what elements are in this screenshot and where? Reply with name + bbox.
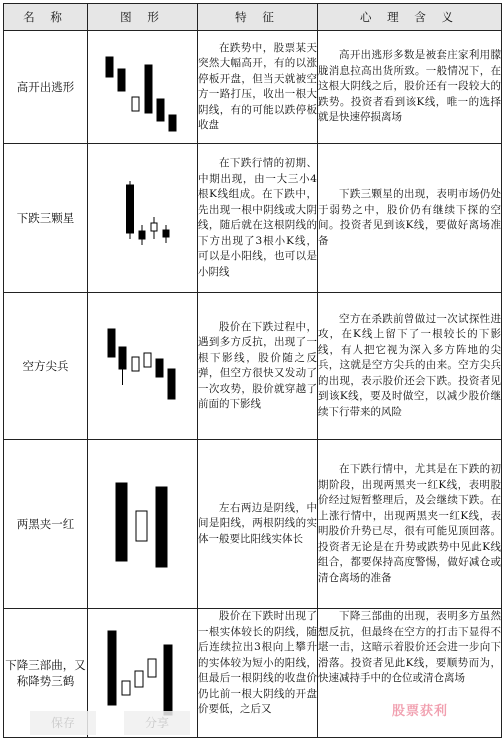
- bear-candle: [169, 115, 176, 131]
- candlestick-figure: [98, 469, 188, 579]
- pattern-figure: [88, 31, 198, 144]
- bull-candle: [132, 357, 139, 371]
- bull-candle: [144, 353, 151, 367]
- watermark-text: 股票获利: [392, 704, 449, 719]
- pattern-figure: [88, 144, 198, 293]
- table-header-row: [4, 4, 502, 31]
- table-row: [4, 440, 502, 609]
- pattern-figure: [88, 293, 198, 440]
- bear-candle: [116, 483, 127, 561]
- bull-candle: [151, 223, 157, 231]
- bear-candle: [139, 231, 145, 239]
- table-row: [4, 144, 502, 293]
- pattern-feature: 股价在下跌时出现了一根实体较长的阴线，随后连续拉出3根向上攀升的实体较为短小的阳线，但最后一根阴线的收盘价仍比前一根大阴线的开盘价要低，之后又: [198, 609, 318, 738]
- pattern-meaning: 空方在杀跌前曾做过一次试探性进攻，在K线上留下了一根较长的下影线，有人把它视为深入多方阵地的尖兵，这就是空方尖兵的由来。空方尖兵的出现，表示股价还会下跌。投资者见到该K线，要及时做空，以减少股价继续下行带来的风险: [318, 293, 502, 440]
- bull-candle: [148, 659, 156, 677]
- candlestick-figure: [98, 173, 188, 263]
- pattern-name: 两黑夹一红: [4, 440, 88, 609]
- header-meaning: 心 理 含 义: [318, 4, 502, 31]
- bear-candle: [163, 230, 169, 237]
- header-name: 名 称: [4, 4, 88, 31]
- pattern-meaning: 在下跌行情中，尤其是在下跌的初期阶段，出现两黑夹一红K线，表明股价经过短暂整理后，及会继续下跌。在上涨行情中，出现两黑夹一红K线，表明股价升势已尽，很有可能见顶回落。投资者无论是在升势或跌势中见此K线组合，都要保持高度警惕，做好减仓或清仓离场的准备: [318, 440, 502, 609]
- save-button[interactable]: 保存: [30, 711, 96, 735]
- candlestick-figure: [98, 623, 188, 723]
- bear-candle: [156, 487, 167, 567]
- bear-candle: [168, 369, 175, 399]
- pattern-meaning: 下跌三颗星的出现，表明市场仍处于弱势之中，股价仍有继续下探的空间。投资者见到该K线，要做好离场准备: [318, 144, 502, 293]
- bull-candle: [122, 681, 130, 695]
- bear-candle: [145, 65, 152, 113]
- pattern-name: 下跌三颗星: [4, 144, 88, 293]
- bear-candle: [157, 99, 164, 121]
- bear-candle: [164, 645, 172, 715]
- bear-candle: [108, 631, 116, 705]
- header-feature: 特 征: [198, 4, 318, 31]
- pattern-name: 空方尖兵: [4, 293, 88, 440]
- bear-candle: [126, 185, 133, 233]
- bear-candle: [119, 347, 126, 369]
- pattern-name: 下降三部曲，又称降势三鹤: [4, 609, 88, 738]
- share-button[interactable]: 分享: [124, 711, 190, 735]
- bull-candle: [136, 511, 147, 541]
- table-row: [4, 293, 502, 440]
- pattern-feature: 股价在下跌过程中，遇到多方反抗，出现了一根下影线，股价随之反弹，但空方很快又发动了一次攻势，股价就穿越了前面的下影线: [198, 293, 318, 440]
- pattern-figure: [88, 440, 198, 609]
- pattern-meaning: 下降三部曲的出现，表明多方虽然想反抗，但最终在空方的打击下显得不堪一击，这暗示着股价还会进一步向下滑落。投资者见此K线，要顺势而为，快速减持手中的仓位或清仓离场: [318, 609, 502, 738]
- bull-candle: [132, 97, 139, 111]
- pattern-meaning: 高开出逃形多数是被套庄家利用朦胧消息拉高出货所致。一般情况下，在这根大阴线之后，股价还有一段较大的跌势。投资者看到该K线，唯一的选择就是快速停损离场: [318, 31, 502, 144]
- bear-candle: [106, 57, 113, 77]
- candlestick-figure: [98, 37, 188, 137]
- header-figure: 图 形: [88, 4, 198, 31]
- pattern-feature: 在跌势中，股票某天突然大幅高开，有的以涨停板开盘，但当天就被空方一路打压，收出一根大阴线，有的可能以跌停板收盘: [198, 31, 318, 144]
- bear-candle: [118, 69, 125, 91]
- pattern-name: 高开出逃形: [4, 31, 88, 144]
- bull-candle: [135, 671, 143, 687]
- pattern-feature: 左右两边是阴线，中间是阳线，两根阴线的实体一般要比阳线实体长: [198, 440, 318, 609]
- bear-candle: [156, 359, 163, 377]
- pattern-feature: 在下跌行情的初期、中期出现，由一大三小4根K线组成。在下跌中，先出现一根中阴线或大阴线，随后就在这根阴线的下方出现了3根小K线，可以是小阳线，也可以是小阴线: [198, 144, 318, 293]
- table-row: [4, 31, 502, 144]
- candlestick-figure: [98, 321, 188, 411]
- bear-candle: [108, 329, 115, 357]
- candlestick-pattern-table: [3, 3, 502, 738]
